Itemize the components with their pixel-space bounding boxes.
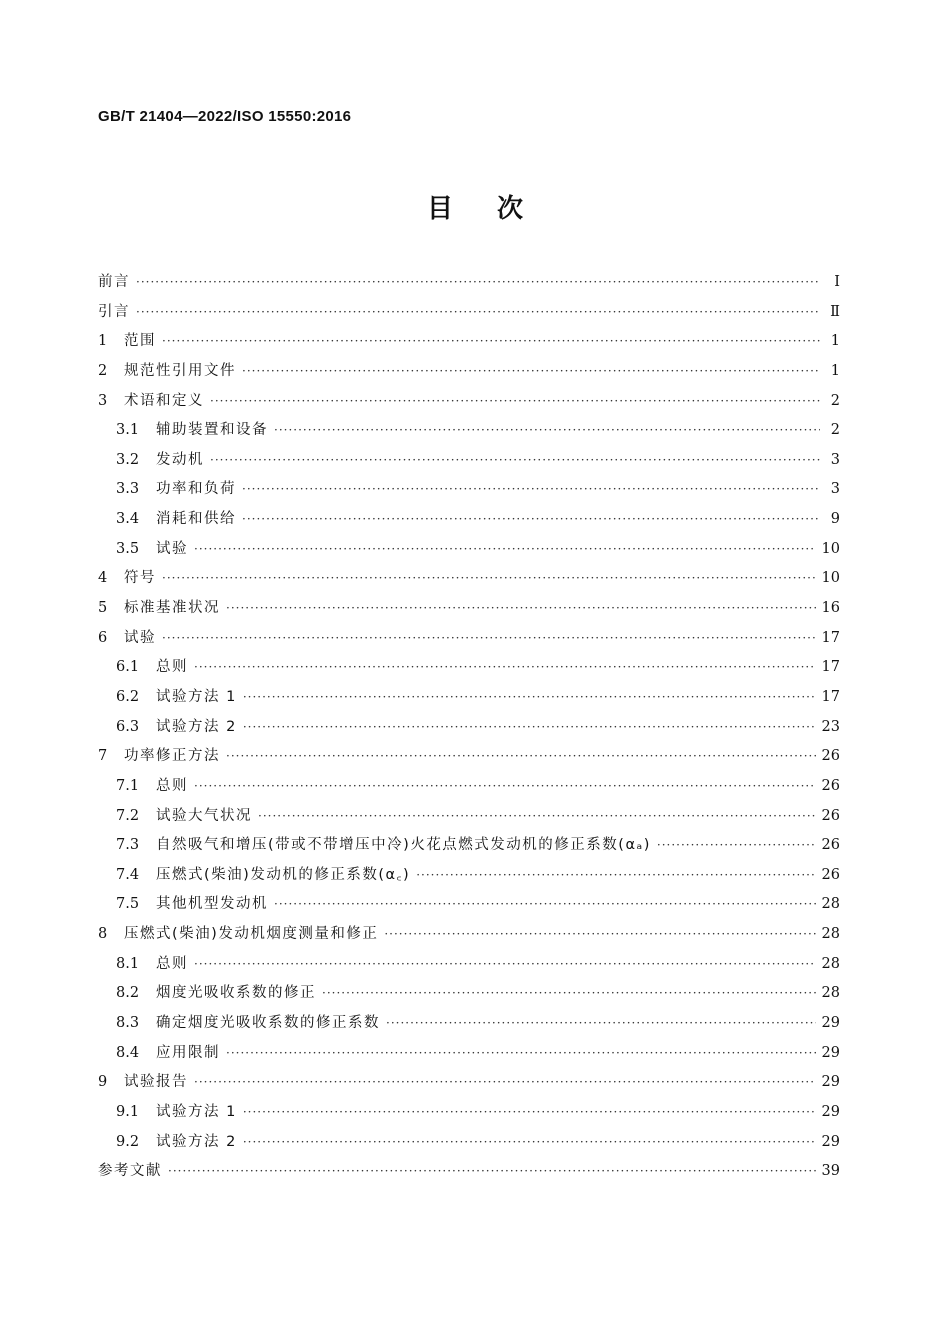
toc-entry-page-number: 26 [821,837,840,854]
toc-entry-page-number: 29 [821,1074,840,1091]
dot-leader [386,1009,816,1039]
toc-entry-number: 6.3 [116,718,140,735]
dot-leader [243,1128,816,1158]
dot-leader [242,357,820,387]
toc-entry-label: 其他机型发动机 [156,896,268,913]
toc-entry-number: 3.2 [116,451,140,468]
toc-entry-number: 7.1 [116,777,140,794]
toc-entry-number: 7.3 [116,837,140,854]
toc-entry-number: 3.1 [116,422,140,439]
toc-entry-label: 试验大气状况 [156,807,252,824]
toc-entry[interactable] [98,713,840,743]
toc-entry-label: 自然吸气和增压(带或不带增压中冷)火花点燃式发动机的修正系数(αₐ) [156,837,651,854]
toc-entry-label: 范围 [124,333,156,350]
dot-leader [416,861,815,891]
toc-entry[interactable] [98,1068,840,1098]
toc-entry[interactable] [98,505,840,535]
dot-leader [384,920,815,950]
dot-leader [242,505,820,535]
toc-entry-page-number: 28 [821,955,840,972]
dot-leader [226,594,816,624]
toc-entry-page-number: 29 [821,1044,840,1061]
toc-entry[interactable] [98,772,840,802]
toc-entry-page-number: 1 [830,362,840,379]
toc-entry-label: 试验报告 [124,1074,188,1091]
toc-entry-label: 消耗和供给 [156,511,236,528]
toc-entry-page-number: 10 [821,540,840,557]
toc-entry-page-number: 3 [830,481,840,498]
toc-entry-label: 试验方法 1 [156,688,237,705]
toc-entry-page-number: 26 [821,748,840,765]
toc-entry-page-number: 2 [830,422,840,439]
toc-entry[interactable] [98,683,840,713]
toc-entry-page-number: Ⅰ [834,274,840,290]
dot-leader [258,802,816,832]
toc-entry-page-number: 10 [821,570,840,587]
toc-entry[interactable] [98,1128,840,1158]
toc-entry-label: 功率和负荷 [156,481,236,498]
dot-leader [322,979,816,1009]
dot-leader [226,1039,816,1069]
toc-entry-page-number: 28 [821,896,840,913]
toc-entry[interactable] [98,1098,840,1128]
dot-leader [194,653,816,683]
toc-entry[interactable] [98,742,840,772]
toc-entry-number: 7.4 [116,866,140,883]
toc-entry-label: 符号 [124,570,156,587]
toc-entry-label: 试验 [124,629,156,646]
toc-entry-number: 6.2 [116,688,140,705]
toc-entry-number: 8.3 [116,1015,140,1032]
toc-entry-number: 6 [98,629,108,646]
toc-entry-label: 总则 [156,659,188,676]
dot-leader [243,683,816,713]
toc-entry-page-number: 39 [821,1163,840,1180]
dot-leader [194,772,816,802]
toc-entry[interactable] [98,624,840,654]
document-code: GB/T 21404—2022/ISO 15550:2016 [98,108,352,125]
toc-entry-label: 试验方法 2 [156,718,237,735]
toc-entry-page-number: 26 [821,777,840,794]
dot-leader [243,713,816,743]
toc-entry[interactable] [98,1157,840,1187]
toc-entry-page-number: 29 [821,1015,840,1032]
toc-entry[interactable] [98,387,840,417]
toc-entry-number: 3 [98,392,108,409]
toc-entry[interactable] [98,950,840,980]
toc-entry[interactable] [98,357,840,387]
dot-leader [210,387,820,417]
toc-entry[interactable] [98,564,840,594]
toc-entry[interactable] [98,653,840,683]
toc-entry[interactable] [98,298,840,328]
toc-entry-page-number: 29 [821,1133,840,1150]
dot-leader [136,268,820,298]
toc-entry[interactable] [98,535,840,565]
toc-entry-page-number: 23 [821,718,840,735]
dot-leader [194,535,816,565]
toc-entry[interactable] [98,861,840,891]
dot-leader [657,831,816,861]
toc-entry[interactable] [98,890,840,920]
toc-entry-number: 1 [98,333,108,350]
toc-entry-number: 8.1 [116,955,140,972]
toc-entry-page-number: 9 [830,511,840,528]
dot-leader [162,624,816,654]
toc-entry-page-number: Ⅱ [830,303,840,320]
toc-entry-page-number: 17 [821,629,840,646]
dot-leader [162,327,820,357]
toc-entry-label: 规范性引用文件 [124,362,236,379]
toc-entry-number: 9.1 [116,1103,140,1120]
dot-leader [194,950,816,980]
toc-entry[interactable] [98,1039,840,1069]
toc-entry-label: 压燃式(柴油)发动机烟度测量和修正 [124,926,379,943]
dot-leader [210,446,820,476]
toc-entry-number: 9 [98,1074,108,1091]
toc-entry-label: 前言 [98,274,130,290]
toc-entry[interactable] [98,327,840,357]
toc-entry-number: 8 [98,926,108,943]
toc-entry-page-number: 28 [821,926,840,943]
toc-entry-number: 3.3 [116,481,140,498]
toc-entry-label: 确定烟度光吸收系数的修正系数 [156,1015,380,1032]
toc-entry[interactable] [98,979,840,1009]
toc-entry-number: 9.2 [116,1133,140,1150]
toc-entry-label: 引言 [98,303,130,320]
toc-entry-label: 术语和定义 [124,392,204,409]
toc-entry-number: 3.5 [116,540,140,557]
toc-entry-number: 7 [98,748,108,765]
toc-entry-page-number: 3 [830,451,840,468]
toc-entry[interactable] [98,802,840,832]
dot-leader [226,742,816,772]
toc-entry-label: 烟度光吸收系数的修正 [156,985,316,1002]
toc-entry-label: 试验 [156,540,188,557]
toc-entry-label: 应用限制 [156,1044,220,1061]
toc-entry-page-number: 26 [821,807,840,824]
toc-entry-number: 6.1 [116,659,140,676]
toc-entry-number: 8.4 [116,1044,140,1061]
toc-entry[interactable] [98,920,840,950]
table-of-contents [98,268,840,1187]
page-title: 目次 [426,194,567,224]
toc-entry[interactable] [98,475,840,505]
dot-leader [243,1098,816,1128]
toc-entry-label: 总则 [156,955,188,972]
toc-entry-label: 总则 [156,777,188,794]
toc-entry-number: 7.2 [116,807,140,824]
dot-leader [168,1157,816,1187]
toc-entry-label: 功率修正方法 [124,748,220,765]
toc-entry-page-number: 2 [830,392,840,409]
toc-entry-page-number: 16 [821,600,840,617]
toc-entry[interactable] [98,416,840,446]
toc-entry-page-number: 29 [821,1103,840,1120]
toc-entry-page-number: 28 [821,985,840,1002]
toc-entry[interactable] [98,594,840,624]
dot-leader [242,475,820,505]
toc-entry-number: 8.2 [116,985,140,1002]
toc-entry-number: 7.5 [116,896,140,913]
toc-entry-label: 辅助装置和设备 [156,422,268,439]
toc-entry-number: 3.4 [116,511,140,528]
toc-entry-label: 参考文献 [98,1163,162,1180]
dot-leader [194,1068,816,1098]
dot-leader [274,890,816,920]
toc-entry[interactable] [98,1009,840,1039]
toc-entry-label: 发动机 [156,451,204,468]
toc-entry[interactable] [98,268,840,298]
toc-entry-page-number: 1 [830,333,840,350]
dot-leader [136,298,820,328]
dot-leader [162,564,816,594]
toc-entry-label: 标准基准状况 [124,600,220,617]
dot-leader [274,416,820,446]
toc-entry-page-number: 26 [821,866,840,883]
toc-entry-page-number: 17 [821,659,840,676]
toc-entry-label: 压燃式(柴油)发动机的修正系数(α꜀) [156,866,411,883]
toc-entry[interactable] [98,831,840,861]
toc-entry-number: 4 [98,570,108,587]
toc-entry-label: 试验方法 1 [156,1103,237,1120]
toc-entry-label: 试验方法 2 [156,1133,237,1150]
toc-entry-number: 2 [98,362,108,379]
toc-entry-page-number: 17 [821,688,840,705]
toc-entry[interactable] [98,446,840,476]
toc-entry-number: 5 [98,600,108,617]
